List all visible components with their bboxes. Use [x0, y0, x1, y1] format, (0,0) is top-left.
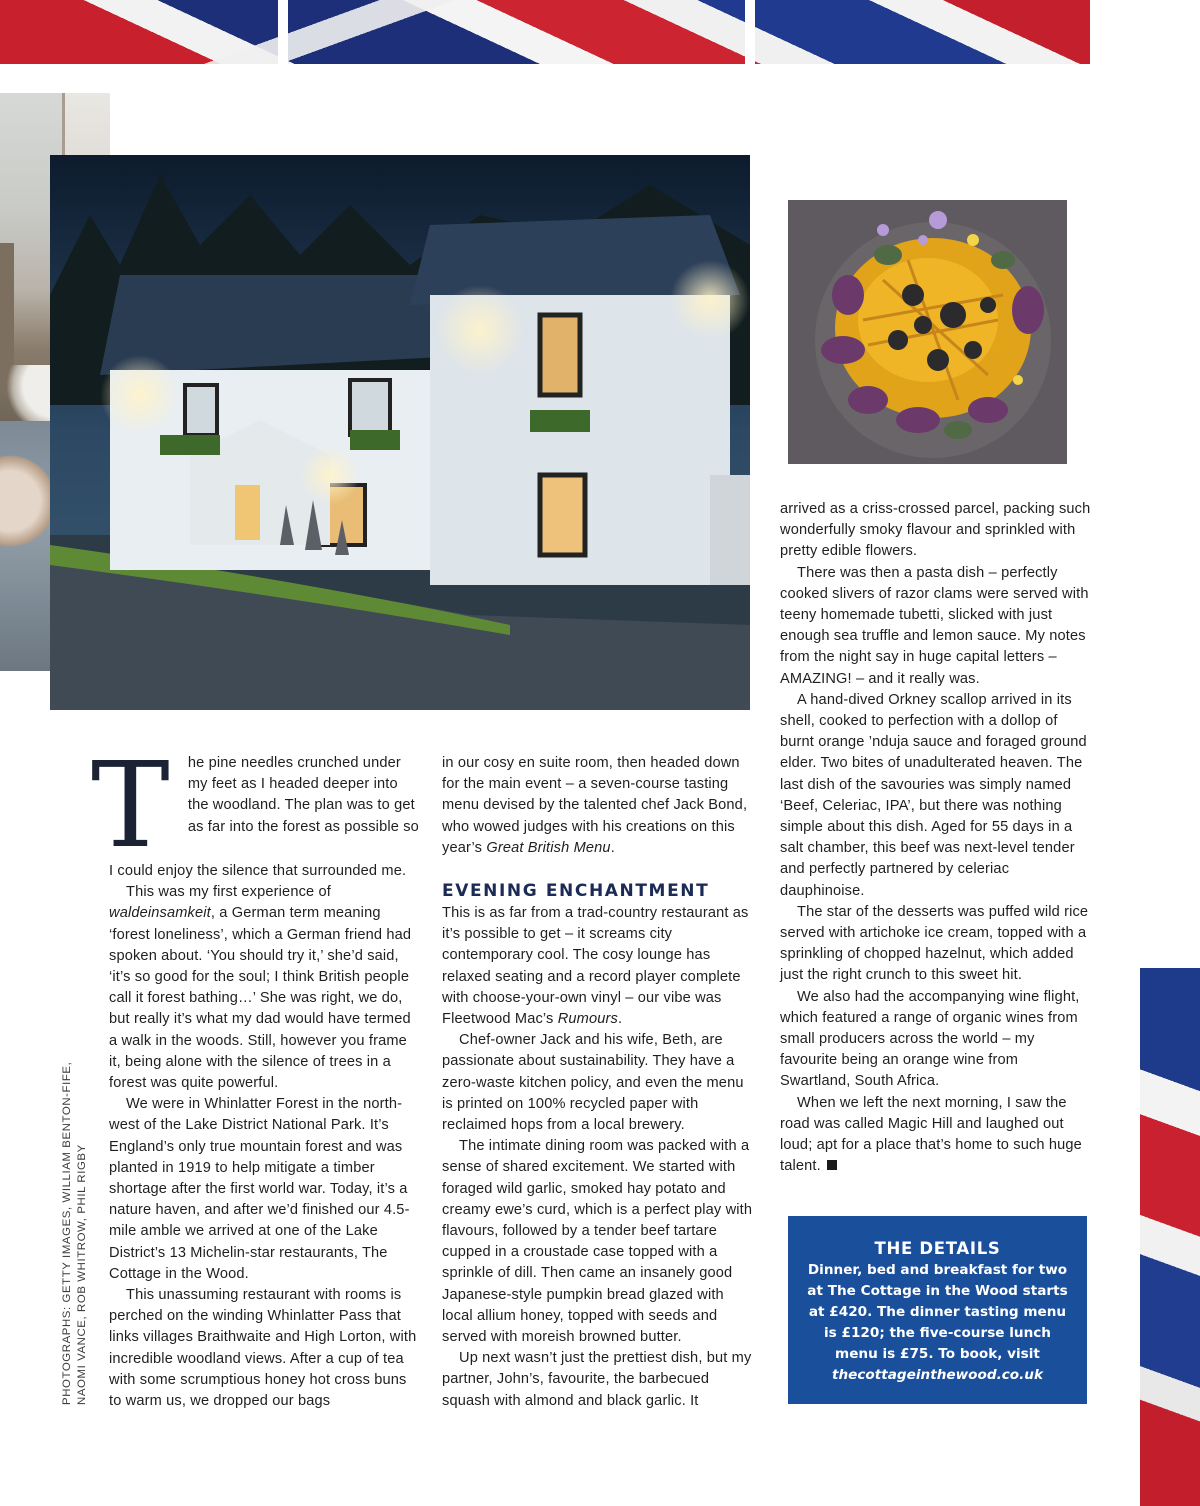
drop-cap: T — [91, 736, 170, 874]
body-text: . — [610, 839, 615, 856]
credit-line: NAOMI VANCE, ROB WHITROW, PHIL RIGBY — [76, 1144, 88, 1405]
body-text: This was my first experience of — [126, 884, 331, 901]
details-text: Dinner, bed and breakfast for two at The Cottage in the Wood starts at £420. The dinner tasting menu is £120; the five-course lunch menu is £75. To book, visit — [807, 1262, 1068, 1362]
body-paragraph: We also had the accompanying wine flight, which featured a range of organic wines from small producers across the world – my favourite being an orange wine from Swartland, South Africa. — [780, 988, 1080, 1090]
squash-dish-photo — [788, 200, 1067, 464]
article-column-3 — [780, 499, 1092, 1178]
union-flag-photo-right — [1140, 968, 1200, 1506]
article-column-1 — [91, 736, 421, 1412]
body-text: in our cosy en suite room, then headed down for the main event – a seven-course tasting menu devised by the talented chef Jack Bond, who wowed judges with his creations on this year’s — [442, 755, 748, 856]
details-title: THE DETAILS — [874, 1239, 1001, 1258]
body-paragraph: Chef-owner Jack and his wife, Beth, are passionate about sustainability. They have a zero-waste kitchen policy, and even the menu is printed on 100% recycled paper with reclaimed hops from a local brewery. — [442, 1032, 744, 1134]
article-column-2 — [442, 753, 754, 1412]
end-mark-icon — [827, 1160, 837, 1170]
photo-credit — [60, 1062, 90, 1405]
lead-paragraph-tail: I could enjoy the silence that surrounded me. — [109, 863, 407, 879]
body-paragraph: arrived as a criss-crossed parcel, packing such wonderfully smoky flavour and sprinkled with pretty edible flowers. — [780, 501, 1091, 560]
body-paragraph: A hand-dived Orkney scallop arrived in its shell, cooked to perfection with a dollop of burnt orange ’nduja sauce and foraged ground elder. Two bites of unadulterated heaven. The last dish of the savouries was simply named ‘Beef, Celeriac, IPA’, but there was nothing simple about this dish. Aged for 55 days in a salt chamber, this beef was next-level tender and perfectly partnered by celeriac dauphinoise. — [780, 691, 1087, 899]
italic-term: waldeinsamkeit — [109, 905, 211, 922]
body-text: . — [617, 1011, 623, 1028]
scallop-shell-photo — [0, 421, 50, 671]
body-paragraph: The star of the desserts was puffed wild rice served with artichoke ice cream, topped with a sprinkling of chopped hazelnut, which added just the right crunch to this sweet hit. — [780, 903, 1089, 984]
body-paragraph — [109, 882, 421, 1094]
closing-paragraph — [780, 1093, 1092, 1178]
body-paragraph: We were in Whinlatter Forest in the north-west of the Lake District National Park. It’s England’s only true mountain forest and was planted in 1919 to help mitigate a timber shortage after the first world war. Today, it’s a nature haven, and after we’d finished our 4.5-mile amble we arrived at one of the Lake District’s 13 Michelin-star restaurants, The Cottage in the Wood. — [109, 1096, 410, 1282]
italic-title: Great British Menu — [486, 839, 611, 856]
italic-title: Rumours — [557, 1011, 618, 1028]
body-paragraph — [442, 903, 754, 1030]
body-paragraph: Up next wasn’t just the prettiest dish, but my partner, John’s, favourite, the barbecued squash with almond and black garlic. It — [442, 1350, 752, 1409]
body-text: This is as far from a trad-country restaurant as it’s possible to get – it screams city contemporary cool. The cosy lounge has relaxed seating and a record player complete with choose-your-own vinyl – our vibe was Fleetwood Mac’s — [442, 905, 749, 1028]
website-link[interactable]: thecottageinthewood.co.uk — [831, 1367, 1044, 1383]
details-box — [788, 1216, 1087, 1404]
body-text: , a German term meaning ‘forest loneliness’, which a German friend had spoken about. ‘You should try it,’ she’d said, ‘it’s so good for the soul; I think British people call it forest bathing…’ She was right, we do, but really it’s what my dad would have termed a walk in the woods. Still, however you frame it, being alone with the silence of trees in a forest was quite powerful. — [109, 905, 412, 1092]
body-text: When we left the next morning, I saw the road was called Magic Hill and laughed out loud; apt for a place that’s home to such huge talent. — [780, 1094, 1082, 1175]
cottage-night-photo — [50, 155, 750, 710]
credit-line: PHOTOGRAPHS: GETTY IMAGES, WILLIAM BENTON-FIFE, — [61, 1061, 73, 1405]
details-body — [788, 1260, 1087, 1386]
body-paragraph: There was then a pasta dish – perfectly cooked slivers of razor clams were served with teeny homemade tubetti, slicked with just enough sea truffle and lemon sauce. My notes from the night say in huge capital letters – AMAZING! – and it really was. — [780, 564, 1089, 687]
lead-text: he pine needles crunched under my feet as I headed deeper into the woodland. The plan was to get as far into the forest as possible so — [187, 755, 419, 835]
body-paragraph — [442, 753, 754, 859]
section-subheading: EVENING ENCHANTMENT — [442, 881, 710, 902]
body-paragraph: This unassuming restaurant with rooms is perched on the winding Whinlatter Pass that links villages Braithwaite and High Lorton, with incredible woodland views. After a cup of tea with some scrumptious honey hot cross buns to warm us, we dropped our bags — [109, 1287, 417, 1410]
body-paragraph: The intimate dining room was packed with a sense of shared excitement. We started with foraged wild garlic, smoked hay potato and creamy ewe’s curd, which is a perfect play with flavours, followed by a tender beef tartare cupped in a croustade case topped with a sprinkle of dill. Then came an insanely good Japanese-style pumpkin bread glazed with local allium honey, topped with seeds and served with moreish browned butter. — [442, 1138, 753, 1346]
union-flag-photo-top — [0, 0, 1090, 64]
